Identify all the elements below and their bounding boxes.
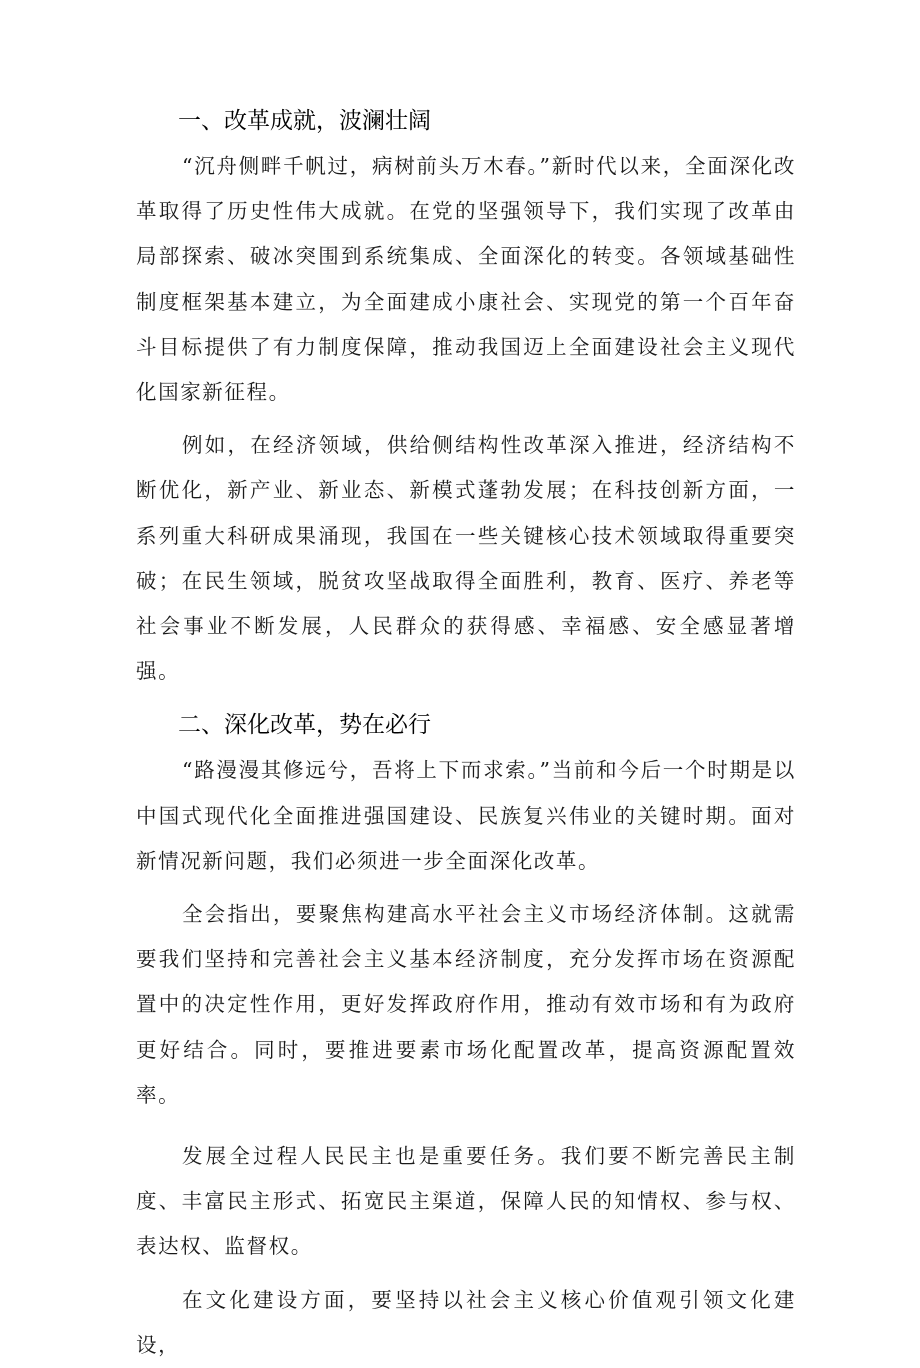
paragraph: “路漫漫其修远兮，吾将上下而求索。”当前和今后一个时期是以中国式现代化全面推进强国建设、民族复兴伟业的关键时期。面对新情况新问题，我们必须进一步全面深化改革。	[136, 758, 796, 873]
document-body	[136, 98, 796, 1368]
paragraph: 发展全过程人民民主也是重要任务。我们要不断完善民主制度、丰富民主形式、拓宽民主渠道，保障人民的知情权、参与权、表达权、监督权。	[136, 1144, 796, 1259]
paragraph: 全会指出，要聚焦构建高水平社会主义市场经济体制。这就需要我们坚持和完善社会主义基本经济制度，充分发挥市场在资源配置中的决定性作用，更好发挥政府作用，推动有效市场和有为政府更好结合。同时，要推进要素市场化配置改革，提高资源配置效率。	[136, 902, 796, 1107]
paragraph: 在文化建设方面，要坚持以社会主义核心价值观引领文化建设，	[136, 1287, 796, 1357]
paragraph: “沉舟侧畔千帆过，病树前头万木春。”新时代以来，全面深化改革取得了历史性伟大成就。在党的坚强领导下，我们实现了改革由局部探索、破冰突围到系统集成、全面深化的转变。各领域基础性制度框架基本建立，为全面建成小康社会、实现党的第一个百年奋斗目标提供了有力制度保障，推动我国迈上全面建设社会主义现代化国家新征程。	[136, 154, 796, 405]
section-heading-deepening-reform: 二、深化改革，势在必行	[178, 712, 431, 739]
section-heading-achievements: 一、改革成就，波澜壮阔	[178, 108, 431, 134]
paragraph: 例如，在经济领域，供给侧结构性改革深入推进，经济结构不断优化，新产业、新业态、新模式蓬勃发展；在科技创新方面，一系列重大科研成果涌现，我国在一些关键核心技术领域取得重要突破；在民生领域，脱贫攻坚战取得全面胜利，教育、医疗、养老等社会事业不断发展，人民群众的获得感、幸福感、安全感显著增强。	[136, 433, 796, 684]
